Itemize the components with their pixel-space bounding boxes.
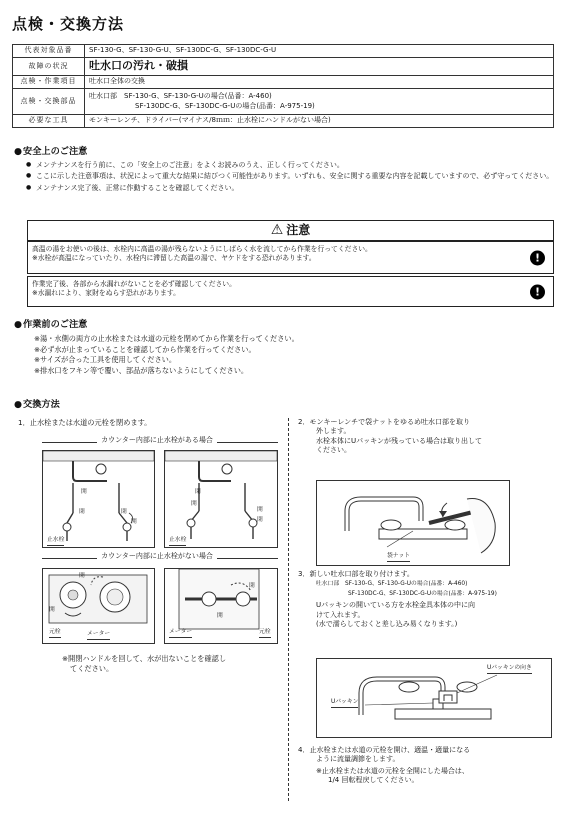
procedure-left-column <box>18 418 283 673</box>
close-label: 閉 <box>195 489 201 495</box>
info-key: 代表対象品番 <box>13 45 85 58</box>
before-work-item: ※排水口をフキン等で覆い、部品が落ちないようにしてください。 <box>34 366 249 376</box>
main-valve-label: 元栓 <box>259 629 271 638</box>
step-2 <box>298 418 556 456</box>
step-text: 水栓本体にUパッキンが残っている場合は取り出して <box>316 436 483 445</box>
safety-item: ● メンテナンス完了後、正常に作動することを確認してください。 <box>26 184 554 193</box>
info-row-symptom <box>13 58 554 76</box>
nut-label: 袋ナット <box>387 553 410 562</box>
valve-label: 止水栓 <box>169 537 186 546</box>
info-row-parts <box>13 89 554 115</box>
close-label: 閉 <box>79 573 85 579</box>
safety-item: ● メンテナンスを行う前に、この「安全上のご注意」をよくお読みのうえ、正しく行ってください。 <box>26 161 554 170</box>
caution-text: 作業完了後、各部から水漏れがないことを必ず確認してください。 <box>32 280 236 288</box>
figure-label-text: カウンター内部に止水栓がある場合 <box>97 436 217 444</box>
info-key: 故障の状況 <box>13 58 85 76</box>
valve-label: 止水栓 <box>47 537 64 546</box>
figure-meter-b1 <box>42 568 155 644</box>
packing-direction-label: Uパッキンの向き <box>487 665 532 674</box>
step-text: けて入れます。 <box>316 610 365 619</box>
step-1: 1．止水栓または水道の元栓を閉めます。 <box>18 418 152 427</box>
step-parts-line: 吐水口部 SF-130-G、SF-130-G-Uの場合(品番：A-460) <box>316 581 468 588</box>
parts-line-2: SF-130DC-G、SF-130DC-G-Uの場合(品番：A-975-19) <box>135 101 315 110</box>
info-key: 必要な工具 <box>13 115 85 128</box>
close-label: 閉 <box>79 509 85 515</box>
info-row-task <box>13 76 554 89</box>
procedure-heading: ● 交換方法 <box>14 399 60 411</box>
info-row-models <box>13 45 554 58</box>
caution-text: 高温の湯をお使いの後は、水栓内に高温の湯が残らないようにしばらく水を流してから作業を行ってください。 <box>32 245 372 253</box>
faucet-wrench-illustration <box>317 481 509 565</box>
open-label: 開 <box>191 501 197 507</box>
parts-line-1: 吐水口部 SF-130-G、SF-130-G-Uの場合(品番：A-460) <box>89 92 272 101</box>
packing-label: Uパッキン <box>331 699 358 708</box>
meter-label: メーター <box>87 631 110 640</box>
open-label: 開 <box>217 613 223 619</box>
before-work-list <box>34 334 554 377</box>
caution-text: ※水栓が高温になっていたり、水栓内に滞留した高温の湯で、ヤケドをする恐れがあります。 <box>32 254 316 263</box>
info-row-tools <box>13 115 554 128</box>
before-work-item: ※必ず水が止まっていることを確認してから作業を行ってください。 <box>34 344 256 354</box>
figure-label-without-valve <box>32 552 282 561</box>
step-text: 3．新しい吐水口部を取り付けます。 <box>298 570 414 578</box>
meter-label: メーター <box>169 629 192 638</box>
step-text: ください。 <box>316 446 351 455</box>
close-label: 閉 <box>257 517 263 523</box>
figure-valve-a1 <box>42 450 155 548</box>
step-4 <box>298 746 556 786</box>
close-label: 閉 <box>249 583 255 589</box>
figure-label-with-valve <box>32 436 282 445</box>
caution-box-leak <box>27 276 554 307</box>
before-work-heading: ● 作業前のご注意 <box>14 319 87 331</box>
exclamation-icon: ! <box>530 250 545 265</box>
info-table <box>12 44 554 128</box>
step-text: 1/4 回転程戻してください。 <box>328 776 419 785</box>
safety-list <box>26 161 554 195</box>
note-line: てください。 <box>70 663 114 673</box>
step-text: 4．止水栓または水道の元栓を開け、適温・適量になる <box>298 746 471 754</box>
figure-valve-a2 <box>164 450 278 548</box>
info-value: 吐水口全体の交換 <box>85 76 554 89</box>
note-line: ※開閉ハンドルを回して、水が出ないことを確認し <box>62 654 227 663</box>
caution-header <box>27 220 554 241</box>
warning-triangle-icon: ⚠ <box>270 222 284 239</box>
figure-remove-spout <box>316 480 510 566</box>
step-text: (水で濡らしておくと差し込み易くなります。) <box>316 619 458 628</box>
faucet-valve-illustration <box>43 451 154 547</box>
page-title: 点検・交換方法 <box>12 15 125 33</box>
info-value: 吐水口の汚れ・破損 <box>85 58 554 76</box>
caution-title: 注意 <box>286 223 311 238</box>
open-label: 開 <box>49 607 55 613</box>
step-text: 外します。 <box>316 427 351 436</box>
figure-install-spout <box>316 658 552 738</box>
step-1-note <box>62 654 226 673</box>
figure-label-text: カウンター内部に止水栓がない場合 <box>97 552 217 560</box>
close-label: 閉 <box>121 509 127 515</box>
open-label: 開 <box>257 507 263 513</box>
info-key: 点検・交換部品 <box>13 89 85 115</box>
info-key: 点検・作業項目 <box>13 76 85 89</box>
caution-box-hot-water <box>27 241 554 274</box>
step-text: Uパッキンの開いている方を水栓金具本体の中に向 <box>316 601 476 610</box>
info-value: SF-130-G、SF-130-G-U、SF-130DC-G、SF-130DC-G-U <box>85 45 554 58</box>
step-text: ※止水栓または水道の元栓を全開にした場合は、 <box>316 766 469 775</box>
faucet-valve-illustration <box>165 451 277 547</box>
info-value <box>85 89 554 115</box>
figure-meter-b2 <box>164 568 278 644</box>
open-label: 開 <box>131 519 137 525</box>
open-label: 開 <box>81 489 87 495</box>
exclamation-icon: ! <box>530 284 545 299</box>
procedure-right-column <box>298 418 556 785</box>
step-3 <box>298 570 556 629</box>
before-work-item: ※湯・水側の両方の止水栓または水道の元栓を閉めてから作業を行ってください。 <box>34 334 299 343</box>
before-work-item: ※サイズが合った工具を使用してください。 <box>34 355 177 365</box>
main-valve-label: 元栓 <box>49 629 61 638</box>
step-text: 2．モンキーレンチで袋ナットをゆるめ吐水口部を取り <box>298 418 470 426</box>
column-divider <box>288 418 289 801</box>
step-parts-line: SF-130DC-G、SF-130DC-G-Uの場合(品番：A-975-19) <box>348 591 497 598</box>
safety-item: ● ここに示した注意事項は、状況によって重大な結果に結びつく可能性があります。いずれも、安全に関する重要な内容を記載していますので、必ず守ってください。 <box>26 172 554 181</box>
info-value: モンキーレンチ、ドライバー(マイナス/8ｍｍ：止水栓にハンドルがない場合) <box>85 115 554 128</box>
caution-text: ※水漏れにより、家財をぬらす恐れがあります。 <box>32 289 180 298</box>
step-text: ように流量調節をします。 <box>316 755 400 764</box>
safety-heading: ● 安全上のご注意 <box>14 146 87 158</box>
